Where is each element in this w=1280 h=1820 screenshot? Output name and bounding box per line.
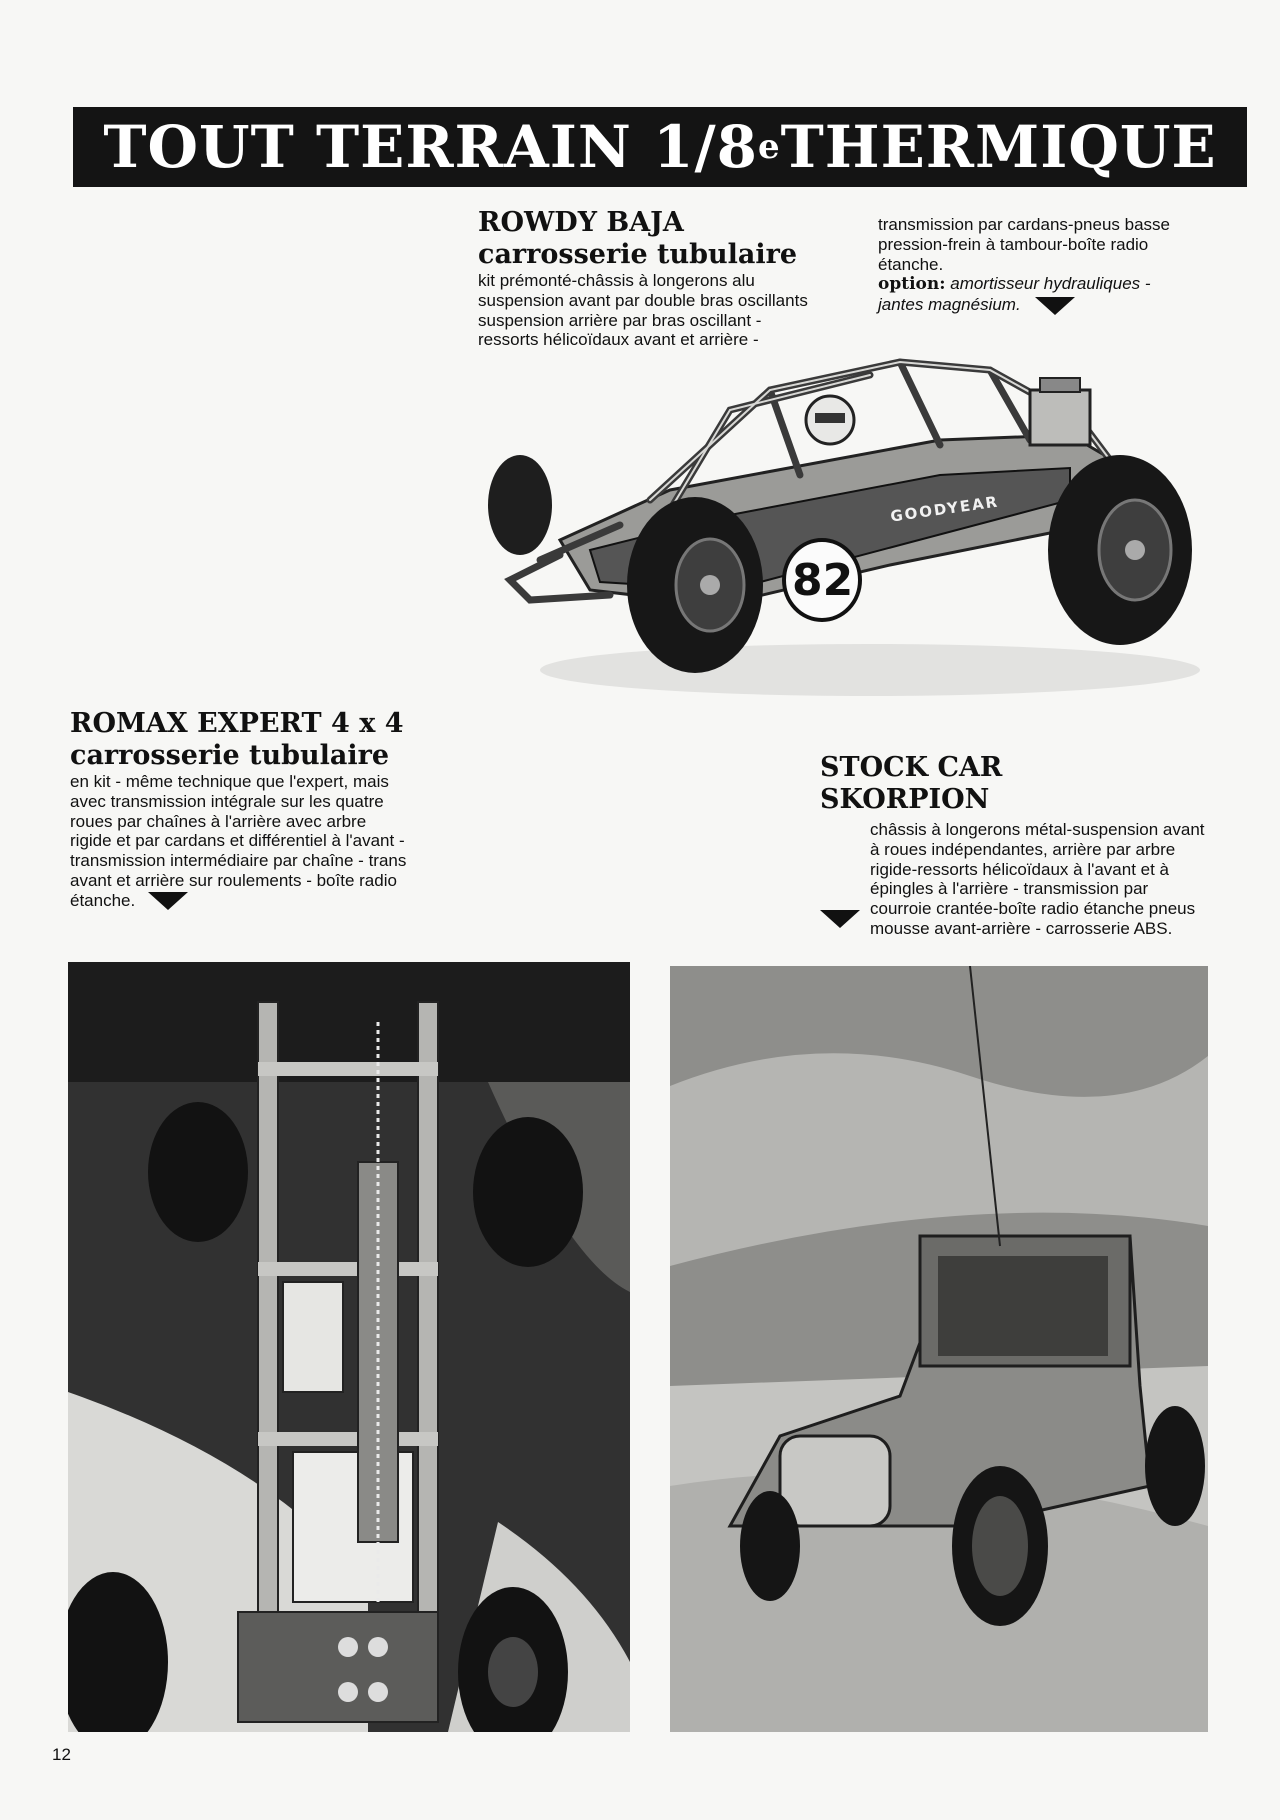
chassis-illustration [68, 962, 630, 1732]
arrow-down-icon [820, 910, 860, 928]
romax-line: avant et arrière sur roulements - boîte radio [70, 870, 397, 890]
stock-car-name: STOCK CAR [820, 752, 1003, 783]
page-title-banner [73, 107, 1247, 187]
option-text: jantes magnésium. [878, 295, 1021, 315]
stock-line: mousse avant-arrière - carrosserie ABS. [870, 918, 1173, 938]
romax-line: avec transmission intégrale sur les quatre [70, 791, 384, 811]
romax-line: transmission intermédiaire par chaîne - trans [70, 851, 407, 871]
banner-title: TOUT TERRAIN 1/8 [103, 113, 758, 181]
rowdy-line: étanche. [878, 254, 944, 274]
rowdy-line: pression-frein à tambour-boîte radio [878, 234, 1149, 254]
romax-expert-photo [68, 962, 630, 1732]
stock-car-description [820, 820, 1240, 939]
car-number: 82 [792, 555, 854, 606]
page-number: 12 [52, 1745, 71, 1764]
rowdy-baja-body-type: carrosserie tubulaire [478, 239, 798, 270]
rowdy-baja-photo [470, 350, 1230, 710]
romax-expert-name: ROMAX EXPERT 4 x 4 [70, 708, 404, 739]
stock-line: châssis à longerons métal-suspension avant [870, 820, 1205, 839]
stock-car-photo [670, 966, 1208, 1732]
arrow-down-icon [148, 892, 188, 910]
rowdy-baja-text-continued [878, 215, 1248, 315]
rowdy-option-continued [878, 295, 1248, 315]
rowdy-option [878, 274, 1248, 295]
rowdy-baja-text [478, 207, 858, 350]
romax-line: rigide et par cardans et différentiel à l'avant - [70, 831, 405, 851]
option-label: option: [878, 274, 946, 295]
rowdy-line: transmission par cardans-pneus basse [878, 215, 1170, 234]
romax-line: roues par chaînes à l'arrière avec arbre [70, 811, 367, 831]
stock-line: à roues indépendantes, arrière par arbre [870, 839, 1176, 859]
rowdy-line: suspension avant par double bras oscillants [478, 290, 808, 310]
stock-line: rigide-ressorts hélicoïdaux à l'avant et à [870, 859, 1170, 879]
rowdy-line: kit prémonté-châssis à longerons alu [478, 271, 755, 290]
stock-car-name-2: SKORPION [820, 784, 990, 815]
romax-line: étanche. [70, 890, 136, 910]
romax-line-last [70, 891, 450, 911]
stock-car-text [820, 752, 1240, 939]
romax-line: en kit - même technique que l'expert, mais [70, 772, 389, 791]
rowdy-line: suspension arrière par bras oscillant - [478, 310, 762, 330]
rowdy-baja-name: ROWDY BAJA [478, 207, 684, 238]
option-text: amortisseur hydrauliques - [945, 274, 1151, 294]
rowdy-line: ressorts hélicoïdaux avant et arrière - [478, 330, 759, 350]
romax-expert-text [70, 708, 450, 911]
arrow-down-icon [1035, 297, 1075, 315]
banner-title-end: THERMIQUE [780, 113, 1217, 181]
tire-brand-label: GOODYEAR [889, 492, 1001, 526]
buggy-illustration [470, 350, 1230, 710]
stock-line: courroie crantée-boîte radio étanche pneus [870, 899, 1196, 919]
banner-title-sup: e [757, 127, 781, 167]
romax-expert-body-type: carrosserie tubulaire [70, 740, 390, 771]
stock-car-illustration [670, 966, 1208, 1732]
stock-line: épingles à l'arrière - transmission par [870, 879, 1149, 899]
